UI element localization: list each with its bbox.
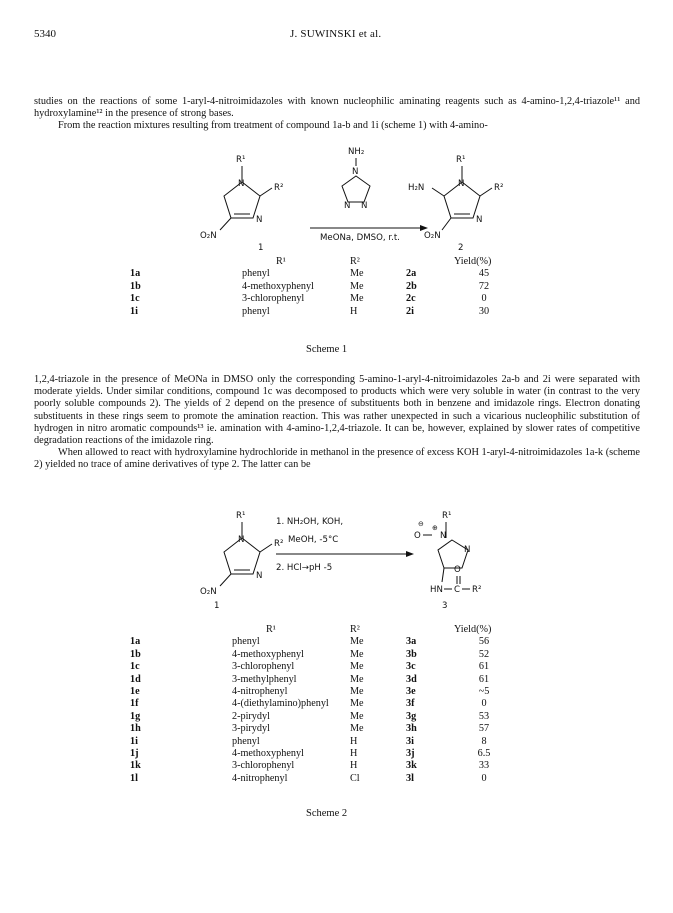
scheme2-table [130, 624, 514, 785]
table-cell: 1l [130, 772, 138, 784]
s1-no2-label: O₂N [200, 231, 217, 241]
table-row [130, 306, 514, 318]
table-cell: 1c [130, 661, 140, 673]
table-cell: 3-methylphenyl [232, 673, 297, 685]
header-cell: R² [350, 256, 360, 267]
s1-start-number: 1 [258, 243, 264, 253]
table-cell: 3l [406, 772, 414, 784]
table-cell: 30 [478, 305, 490, 317]
table-cell: 57 [478, 723, 490, 735]
s2-step2: 2. HCl→pH -5 [276, 563, 333, 573]
s2-o-minus: O [414, 531, 421, 541]
table-cell: 72 [478, 280, 490, 292]
s2-no2: O₂N [200, 587, 217, 597]
table-cell: 1g [130, 710, 141, 722]
table-row [130, 723, 514, 735]
table-cell: Me [350, 723, 364, 735]
paragraph-4: When allowed to react with hydroxylamine hydrochloride in methanol in the presence of excess KOH 1-aryl-4-nitroimidazoles 1a-k (scheme 2) yielded no trace of amine derivatives of type 2. The latter can be [34, 447, 640, 471]
table-cell: 3h [406, 723, 417, 735]
paragraph-results [34, 374, 640, 472]
header-cell [406, 624, 454, 636]
s2-p-n: N [464, 545, 471, 555]
table-cell: 61 [478, 673, 490, 685]
s1-p-n3: N [476, 215, 483, 225]
running-title: J. SUWINSKI et al. [290, 28, 382, 40]
table-cell: phenyl [232, 735, 260, 747]
table-row [130, 711, 514, 723]
header-cell [130, 256, 242, 268]
s2-r2: R² [274, 539, 284, 549]
table-cell: Me [350, 648, 364, 660]
page-number: 5340 [34, 28, 56, 40]
table-cell: 1f [130, 698, 139, 710]
table-cell: 0 [481, 293, 487, 305]
table-cell: 8 [481, 735, 487, 747]
s1-reagent-nh2: NH₂ [348, 147, 365, 157]
table-cell: 3-pirydyl [232, 723, 270, 735]
table-cell: 3k [406, 760, 417, 772]
scheme1-structure [180, 140, 540, 260]
table-cell: 61 [478, 661, 490, 673]
header-cell [406, 256, 454, 268]
header-cell: R¹ [266, 624, 276, 635]
table-cell: 2i [406, 305, 414, 317]
s2-hn: HN [430, 585, 443, 595]
table-cell: 1i [130, 305, 138, 317]
scheme1-table-header [130, 256, 514, 268]
table-row [130, 661, 514, 673]
table-row [130, 698, 514, 710]
table-cell: ~5 [478, 686, 490, 698]
table-row [130, 293, 514, 305]
table-cell: 3i [406, 735, 414, 747]
s1-reagent-n4: N [352, 167, 359, 177]
paragraph-3: 1,2,4-triazole in the presence of MeONa in DMSO only the corresponding 5-amino-1-aryl-4-nitroimidazoles 2a-b and 2i were separated with moderate yields. Under similar conditions, compound 1c was decomposed to products which were very soluble in water (in contrast to the very poorly soluble compounds 2). The yields of 2 depend on the presence of substituents both in benzene and imidazole rings. Electron donating substituents in these rings seem to promote the amination reaction. This was rather unexpected in such a vicarious nucleophilic substitution of hydrogen in nitro aromatic compounds¹³ ie. amination with 4-amino-1,2,4-triazole. It can be, however, explained by slower rates of competitive degradation reactions of the imidazole ring. [34, 374, 640, 447]
table-cell: 4-methoxyphenyl [242, 280, 314, 292]
table-cell: 3-chlorophenyl [242, 293, 305, 305]
s2-n1: N [238, 535, 245, 545]
table-cell: 2c [406, 293, 416, 305]
s2-carbonyl-o: O [454, 565, 461, 575]
header-cell: Yield(%) [454, 624, 492, 635]
table-row [130, 281, 514, 293]
s1-r2-label: R² [274, 183, 284, 193]
s1-p-r1: R¹ [456, 155, 466, 165]
table-cell: 45 [478, 268, 490, 280]
table-cell: H [350, 760, 358, 772]
table-cell: 1i [130, 735, 138, 747]
table-cell: 3a [406, 636, 417, 648]
table-cell: 1d [130, 673, 141, 685]
scheme1-table [130, 256, 514, 318]
table-cell: 56 [478, 636, 490, 648]
paragraph-1: studies on the reactions of some 1-aryl-4-nitroimidazoles with known nucleophilic aminating reagents such as 4-amino-1,2,4-triazole¹¹ and hydroxylamine¹² in the presence of strong bases. [34, 96, 640, 120]
table-row [130, 649, 514, 661]
table-row [130, 636, 514, 648]
s1-p-r2: R² [494, 183, 504, 193]
s2-nplus: N [440, 531, 447, 541]
table-cell: 3-chlorophenyl [232, 661, 295, 673]
s2-n3: N [256, 571, 263, 581]
table-cell: Me [350, 661, 364, 673]
s2-p-r1: R¹ [442, 511, 452, 521]
table-cell: 3g [406, 710, 417, 722]
s2-p-r2: R² [472, 585, 482, 595]
s2-start-number: 1 [214, 601, 220, 611]
table-cell: 1c [130, 293, 140, 305]
table-cell: Me [350, 698, 364, 710]
s1-r1-label: R¹ [236, 155, 246, 165]
scheme1-product-molecule [408, 155, 503, 253]
table-cell: 0 [481, 698, 487, 710]
table-cell: H [350, 748, 358, 760]
table-cell: 2b [406, 280, 417, 292]
s1-reagent-n1: N [344, 201, 351, 211]
s2-minus: ⊖ [418, 520, 424, 528]
s1-p-no2: O₂N [424, 231, 441, 241]
table-cell: Me [350, 673, 364, 685]
table-cell: Me [350, 686, 364, 698]
table-cell: 3j [406, 748, 415, 760]
header-cell [130, 624, 232, 636]
table-cell: 53 [478, 710, 490, 722]
table-cell: 1a [130, 268, 141, 280]
table-cell: Cl [350, 772, 360, 784]
table-row [130, 773, 514, 785]
table-cell: 1j [130, 748, 139, 760]
header-cell: Yield(%) [454, 256, 492, 267]
table-row [130, 686, 514, 698]
header-cell: R² [350, 624, 360, 635]
header-cell: R¹ [276, 256, 286, 267]
table-cell: 4-nitrophenyl [232, 772, 288, 784]
scheme2-table-header [130, 624, 514, 636]
table-cell: 52 [478, 648, 490, 660]
s1-p-h2n: H₂N [408, 183, 425, 193]
scheme2-structure [180, 508, 540, 618]
table-cell: 1k [130, 760, 141, 772]
table-cell: phenyl [242, 305, 270, 317]
table-cell: 3f [406, 698, 415, 710]
table-cell: 4-methoxyphenyl [232, 648, 304, 660]
s1-product-number: 2 [458, 243, 464, 253]
scheme2-start-molecule [200, 511, 283, 611]
s2-step1b: MeOH, -5°C [288, 535, 339, 545]
table-cell: phenyl [232, 636, 260, 648]
table-cell: 33 [478, 760, 490, 772]
table-cell: 4-nitrophenyl [232, 686, 288, 698]
table-cell: phenyl [242, 268, 270, 280]
table-cell: H [350, 305, 358, 317]
table-cell: 2-pirydyl [232, 710, 270, 722]
table-cell: 1e [130, 686, 140, 698]
table-row [130, 268, 514, 280]
scheme1-caption: Scheme 1 [306, 344, 348, 355]
table-cell: 4-(diethylamino)phenyl [232, 698, 329, 710]
table-cell: Me [350, 636, 364, 648]
s1-conditions: MeONa, DMSO, r.t. [320, 233, 400, 243]
table-cell: 1b [130, 648, 141, 660]
s1-p-n1: N [458, 179, 465, 189]
table-cell: Me [350, 710, 364, 722]
table-cell: 0 [481, 772, 487, 784]
s1-n1-label: N [238, 179, 245, 189]
paragraph-2: From the reaction mixtures resulting from treatment of compound 1a-b and 1i (scheme 1) with 4-amino- [58, 120, 488, 132]
table-cell: H [350, 735, 358, 747]
table-cell: 3d [406, 673, 417, 685]
scheme1-reagent [342, 147, 370, 211]
table-cell: 2a [406, 268, 417, 280]
table-cell: 1h [130, 723, 141, 735]
s1-n3-label: N [256, 215, 263, 225]
table-row [130, 760, 514, 772]
s2-product-number: 3 [442, 601, 448, 611]
table-cell: 1a [130, 636, 141, 648]
table-row [130, 748, 514, 760]
scheme1-start-molecule [200, 155, 283, 253]
table-cell: Me [350, 293, 364, 305]
table-cell: 4-methoxyphenyl [232, 748, 304, 760]
paragraph-intro [34, 96, 640, 133]
s2-c: C [454, 585, 461, 595]
table-cell: 1b [130, 280, 141, 292]
table-cell: Me [350, 268, 364, 280]
table-cell: 3e [406, 686, 416, 698]
s2-r1: R¹ [236, 511, 246, 521]
table-cell: 3-chlorophenyl [232, 760, 295, 772]
table-cell: 3b [406, 648, 417, 660]
s2-plus: ⊕ [432, 524, 438, 532]
table-row [130, 674, 514, 686]
table-row [130, 736, 514, 748]
table-cell: 6.5 [477, 748, 491, 760]
scheme2-caption: Scheme 2 [306, 808, 348, 819]
table-cell: Me [350, 280, 364, 292]
s2-step1: 1. NH₂OH, KOH, [276, 517, 344, 527]
s1-reagent-n2: N [361, 201, 368, 211]
scheme2-product-molecule [414, 511, 481, 611]
table-cell: 3c [406, 661, 416, 673]
